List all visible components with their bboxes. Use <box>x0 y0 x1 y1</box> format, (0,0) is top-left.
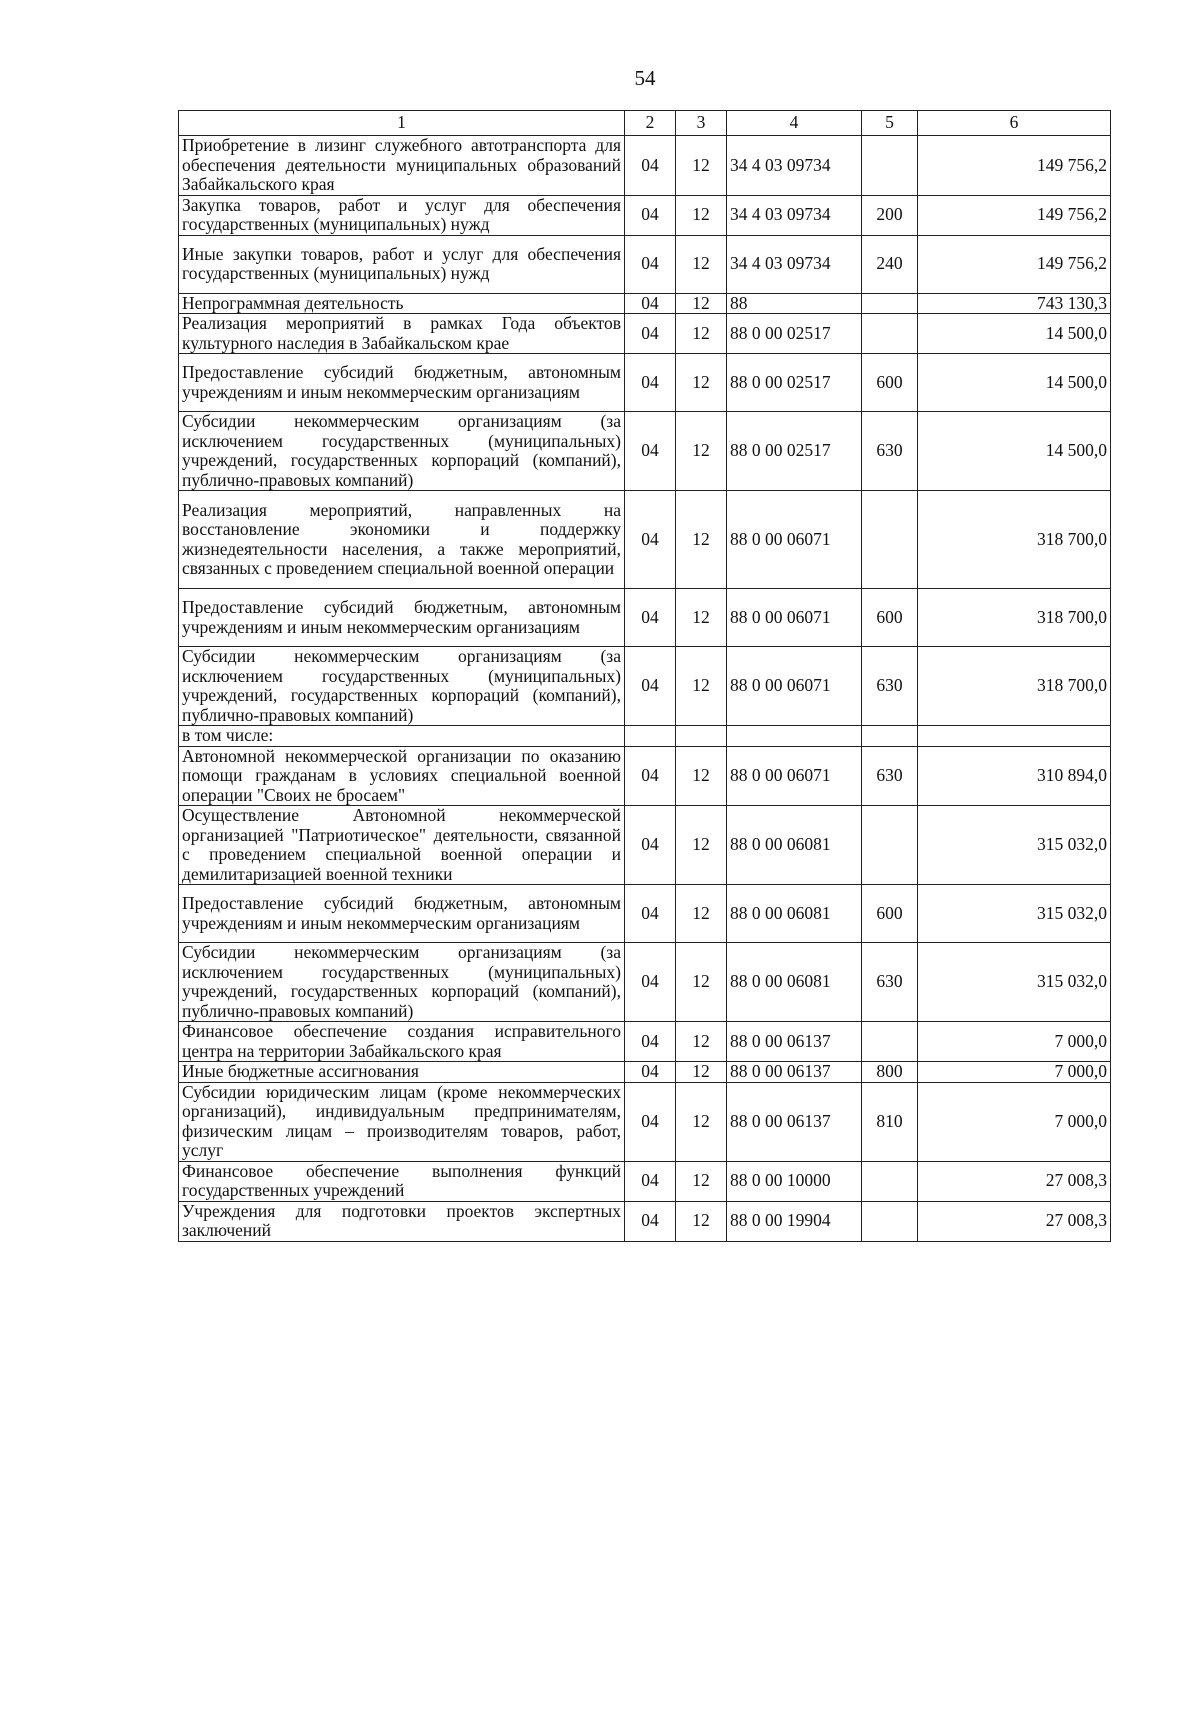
row-amount-cell: 743 130,3 <box>918 293 1111 314</box>
row-expense-type-cell <box>862 1201 918 1241</box>
row-name-cell: Учреждения для подготовки проектов экспертных заключений <box>179 1201 625 1241</box>
row-name-cell: Предоставление субсидий бюджетным, автономным учреждениям и иным некоммерческим организациям <box>179 885 625 943</box>
row-amount-cell: 149 756,2 <box>918 136 1111 196</box>
row-name-cell: Финансовое обеспечение выполнения функций государственных учреждений <box>179 1161 625 1201</box>
row-amount-cell: 27 008,3 <box>918 1161 1111 1201</box>
row-amount-cell <box>918 726 1111 747</box>
header-cell-2: 2 <box>625 111 676 136</box>
table-row <box>179 1082 1111 1161</box>
row-subsection-cell: 12 <box>676 1201 727 1241</box>
header-cell-4: 4 <box>727 111 862 136</box>
row-expense-type-cell: 630 <box>862 412 918 491</box>
table-row <box>179 195 1111 235</box>
row-expense-type-cell <box>862 1022 918 1062</box>
row-expense-type-cell <box>862 726 918 747</box>
row-section-cell: 04 <box>625 1062 676 1083</box>
row-amount-cell: 7 000,0 <box>918 1022 1111 1062</box>
table-row <box>179 1022 1111 1062</box>
row-target-code-cell: 34 4 03 09734 <box>727 195 862 235</box>
row-subsection-cell: 12 <box>676 1161 727 1201</box>
row-expense-type-cell: 600 <box>862 885 918 943</box>
row-target-code-cell: 88 0 00 06071 <box>727 746 862 806</box>
row-expense-type-cell <box>862 1161 918 1201</box>
row-subsection-cell: 12 <box>676 589 727 647</box>
row-target-code-cell: 88 0 00 02517 <box>727 354 862 412</box>
row-expense-type-cell <box>862 314 918 354</box>
row-name-cell: Иные закупки товаров, работ и услуг для обеспечения государственных (муниципальных) нужд <box>179 235 625 293</box>
row-name-cell: Непрограммная деятельность <box>179 293 625 314</box>
row-name-cell: Закупка товаров, работ и услуг для обеспечения государственных (муниципальных) нужд <box>179 195 625 235</box>
row-section-cell: 04 <box>625 647 676 726</box>
row-name-cell: Осуществление Автономной некоммерческой организацией "Патриотическое" деятельности, связанной с проведением специальной военной операции и демилитаризацией военной техники <box>179 806 625 885</box>
table-row <box>179 235 1111 293</box>
row-expense-type-cell: 200 <box>862 195 918 235</box>
row-section-cell: 04 <box>625 885 676 943</box>
row-name-cell: Предоставление субсидий бюджетным, автономным учреждениям и иным некоммерческим организациям <box>179 589 625 647</box>
row-subsection-cell: 12 <box>676 293 727 314</box>
header-cell-1: 1 <box>179 111 625 136</box>
row-name-cell: Финансовое обеспечение создания исправительного центра на территории Забайкальского края <box>179 1022 625 1062</box>
table-row <box>179 806 1111 885</box>
row-section-cell: 04 <box>625 195 676 235</box>
row-amount-cell: 318 700,0 <box>918 589 1111 647</box>
row-target-code-cell: 88 0 00 06137 <box>727 1082 862 1161</box>
table-row <box>179 647 1111 726</box>
row-subsection-cell: 12 <box>676 314 727 354</box>
row-target-code-cell: 88 0 00 02517 <box>727 412 862 491</box>
row-subsection-cell: 12 <box>676 491 727 589</box>
row-section-cell: 04 <box>625 412 676 491</box>
budget-table <box>178 110 1111 1242</box>
row-amount-cell: 14 500,0 <box>918 412 1111 491</box>
row-amount-cell: 27 008,3 <box>918 1201 1111 1241</box>
row-expense-type-cell: 810 <box>862 1082 918 1161</box>
row-subsection-cell: 12 <box>676 412 727 491</box>
row-target-code-cell: 34 4 03 09734 <box>727 136 862 196</box>
row-target-code-cell: 34 4 03 09734 <box>727 235 862 293</box>
row-amount-cell: 14 500,0 <box>918 314 1111 354</box>
table-row <box>179 726 1111 747</box>
row-expense-type-cell: 600 <box>862 589 918 647</box>
row-amount-cell: 7 000,0 <box>918 1062 1111 1083</box>
row-section-cell: 04 <box>625 491 676 589</box>
row-target-code-cell: 88 0 00 06137 <box>727 1062 862 1083</box>
table-row <box>179 885 1111 943</box>
row-target-code-cell: 88 0 00 06081 <box>727 885 862 943</box>
row-subsection-cell: 12 <box>676 1022 727 1062</box>
row-amount-cell: 7 000,0 <box>918 1082 1111 1161</box>
row-section-cell: 04 <box>625 1161 676 1201</box>
row-amount-cell: 14 500,0 <box>918 354 1111 412</box>
row-section-cell: 04 <box>625 746 676 806</box>
row-section-cell: 04 <box>625 589 676 647</box>
row-subsection-cell: 12 <box>676 1062 727 1083</box>
row-target-code-cell: 88 0 00 06137 <box>727 1022 862 1062</box>
row-subsection-cell: 12 <box>676 136 727 196</box>
row-section-cell: 04 <box>625 293 676 314</box>
row-target-code-cell: 88 0 00 06081 <box>727 943 862 1022</box>
table-row <box>179 412 1111 491</box>
row-expense-type-cell <box>862 136 918 196</box>
row-subsection-cell: 12 <box>676 1082 727 1161</box>
row-name-cell: Приобретение в лизинг служебного автотранспорта для обеспечения деятельности муниципальных образований Забайкальского края <box>179 136 625 196</box>
table-row <box>179 354 1111 412</box>
row-amount-cell: 315 032,0 <box>918 885 1111 943</box>
row-name-cell: Реализация мероприятий в рамках Года объектов культурного наследия в Забайкальском крае <box>179 314 625 354</box>
row-target-code-cell: 88 0 00 19904 <box>727 1201 862 1241</box>
row-name-cell: Субсидии некоммерческим организациям (за исключением государственных (муниципальных) учреждений, государственных корпораций (компаний), публично-правовых компаний) <box>179 647 625 726</box>
row-expense-type-cell <box>862 806 918 885</box>
row-name-cell: Субсидии некоммерческим организациям (за исключением государственных (муниципальных) учреждений, государственных корпораций (компаний), публично-правовых компаний) <box>179 943 625 1022</box>
row-name-cell: Субсидии юридическим лицам (кроме некоммерческих организаций), индивидуальным предпринимателям, физическим лицам – производителям товаров, работ, услуг <box>179 1082 625 1161</box>
row-expense-type-cell: 600 <box>862 354 918 412</box>
row-subsection-cell: 12 <box>676 943 727 1022</box>
row-target-code-cell: 88 0 00 10000 <box>727 1161 862 1201</box>
row-target-code-cell: 88 0 00 02517 <box>727 314 862 354</box>
row-expense-type-cell <box>862 491 918 589</box>
row-target-code-cell: 88 0 00 06071 <box>727 491 862 589</box>
page-number: 54 <box>634 66 656 90</box>
row-section-cell: 04 <box>625 943 676 1022</box>
row-section-cell: 04 <box>625 1201 676 1241</box>
row-subsection-cell: 12 <box>676 235 727 293</box>
row-amount-cell: 149 756,2 <box>918 235 1111 293</box>
row-name-cell: Субсидии некоммерческим организациям (за исключением государственных (муниципальных) учреждений, государственных корпораций (компаний), публично-правовых компаний) <box>179 412 625 491</box>
table-row <box>179 136 1111 196</box>
row-name-cell: Предоставление субсидий бюджетным, автономным учреждениям и иным некоммерческим организациям <box>179 354 625 412</box>
row-target-code-cell: 88 0 00 06071 <box>727 647 862 726</box>
row-expense-type-cell: 630 <box>862 943 918 1022</box>
row-subsection-cell: 12 <box>676 746 727 806</box>
row-amount-cell: 315 032,0 <box>918 943 1111 1022</box>
table-row <box>179 1161 1111 1201</box>
row-subsection-cell: 12 <box>676 195 727 235</box>
table-row <box>179 314 1111 354</box>
row-section-cell: 04 <box>625 1082 676 1161</box>
row-expense-type-cell: 630 <box>862 647 918 726</box>
table-row <box>179 746 1111 806</box>
row-expense-type-cell: 800 <box>862 1062 918 1083</box>
row-target-code-cell: 88 0 00 06071 <box>727 589 862 647</box>
row-name-cell: Автономной некоммерческой организации по оказанию помощи гражданам в условиях специальной военной операции "Своих не бросаем" <box>179 746 625 806</box>
row-expense-type-cell: 240 <box>862 235 918 293</box>
row-amount-cell: 149 756,2 <box>918 195 1111 235</box>
table-body <box>179 136 1111 1242</box>
table-row <box>179 491 1111 589</box>
row-section-cell <box>625 726 676 747</box>
header-cell-3: 3 <box>676 111 727 136</box>
table-row <box>179 1201 1111 1241</box>
table-row <box>179 293 1111 314</box>
row-expense-type-cell <box>862 293 918 314</box>
row-section-cell: 04 <box>625 806 676 885</box>
table-row <box>179 1062 1111 1083</box>
row-subsection-cell: 12 <box>676 885 727 943</box>
row-subsection-cell: 12 <box>676 354 727 412</box>
row-name-cell: Реализация мероприятий, направленных на восстановление экономики и поддержку жизнедеятельности населения, а также мероприятий, связанных с проведением специальной военной операции <box>179 491 625 589</box>
row-section-cell: 04 <box>625 1022 676 1062</box>
row-section-cell: 04 <box>625 235 676 293</box>
row-section-cell: 04 <box>625 136 676 196</box>
row-subsection-cell <box>676 726 727 747</box>
row-amount-cell: 318 700,0 <box>918 647 1111 726</box>
row-name-cell: Иные бюджетные ассигнования <box>179 1062 625 1083</box>
row-amount-cell: 315 032,0 <box>918 806 1111 885</box>
table-row <box>179 943 1111 1022</box>
row-target-code-cell <box>727 726 862 747</box>
row-subsection-cell: 12 <box>676 647 727 726</box>
table-header-row <box>179 111 1111 136</box>
table-row <box>179 589 1111 647</box>
row-amount-cell: 310 894,0 <box>918 746 1111 806</box>
row-amount-cell: 318 700,0 <box>918 491 1111 589</box>
header-cell-6: 6 <box>918 111 1111 136</box>
row-target-code-cell: 88 <box>727 293 862 314</box>
row-target-code-cell: 88 0 00 06081 <box>727 806 862 885</box>
row-expense-type-cell: 630 <box>862 746 918 806</box>
row-name-cell: в том числе: <box>179 726 625 747</box>
row-subsection-cell: 12 <box>676 806 727 885</box>
row-section-cell: 04 <box>625 314 676 354</box>
row-section-cell: 04 <box>625 354 676 412</box>
header-cell-5: 5 <box>862 111 918 136</box>
